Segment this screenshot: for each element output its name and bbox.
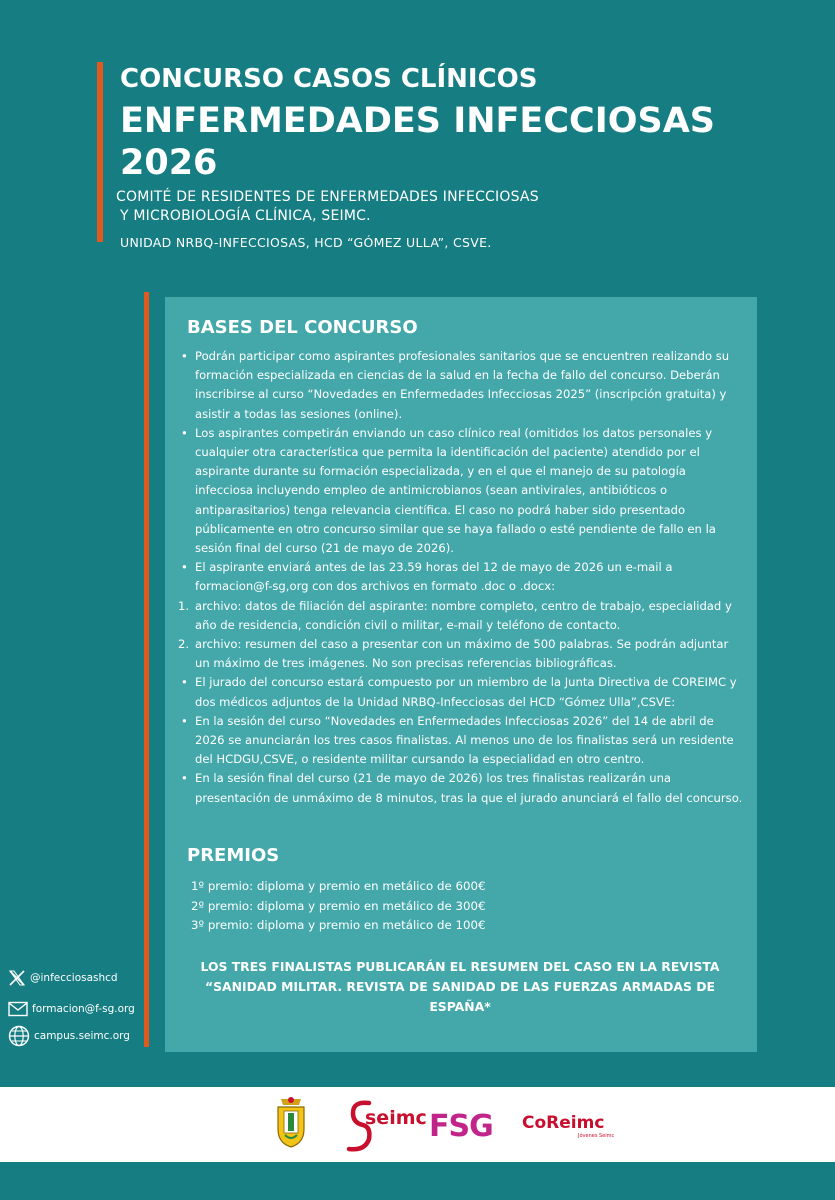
rule-item — [173, 597, 743, 635]
rule-item — [173, 673, 743, 711]
bullet-marker: • — [181, 675, 188, 690]
title-topic: ENFERMEDADES INFECCIOSAS 2026 — [120, 101, 715, 183]
committee-line-2: Y MICROBIOLOGÍA CLÍNICA, SEIMC. — [120, 208, 371, 224]
rule-item — [173, 558, 743, 596]
rule-text: Los aspirantes competirán enviando un caso clínico real (omitidos los datos personales y cualquier otra característica que permita la identificación del paciente) atendido por el aspirante durante su formación especializada, y en el que el manejo de su patología infecciosa incluyendo empleo de antimicrobianos (sean antivirales, antibióticos o antiparasitarios) tenga relevancia científica. El caso no podrá haber sido presentado públicamente en otro concurso similar que se haya fallado o esté pendiente de fallo en la sesión final del curso (21 de mayo de 2026). — [195, 425, 716, 556]
publication-notice: LOS TRES FINALISTAS PUBLICARÁN EL RESUMEN DEL CASO EN LA REVISTA “SANIDAD MILITAR. REVISTA DE SANIDAD DE LAS FUERZAS ARMADAS DE ESPAÑA* — [200, 959, 720, 1014]
coreimc-logo-subtext: Jóvenes Seimc — [578, 1133, 615, 1139]
x-handle: @infecciosashcd — [30, 972, 118, 984]
bullet-marker: • — [181, 771, 188, 786]
seimc-logo-text: seimc — [365, 1107, 427, 1129]
bullet-marker: • — [181, 713, 188, 728]
footer-logos — [0, 1087, 835, 1162]
contact-x[interactable] — [8, 967, 143, 989]
rule-item — [173, 712, 743, 770]
x-logo-icon — [8, 969, 26, 987]
rule-text: En la sesión final del curso (21 de mayo de 2026) los tres finalistas realizarán una presentación de unmáximo de 8 minutos, tras la que el jurado anunciará el fallo del concurso. — [195, 771, 743, 805]
bullet-marker: • — [181, 425, 188, 440]
rules-panel — [165, 297, 757, 1052]
number-marker: 1. — [178, 598, 190, 613]
rules-list — [173, 347, 743, 808]
accent-bar-side — [144, 292, 149, 1047]
prize-item: 2º premio: diploma y premio en metálico de 300€ — [191, 898, 486, 913]
rules-title: BASES DEL CONCURSO — [187, 317, 418, 338]
prize-item: 1º premio: diploma y premio en metálico de 600€ — [191, 879, 486, 893]
prizes-title: PREMIOS — [187, 845, 280, 866]
seimc-logo — [345, 1097, 427, 1155]
rule-text: El jurado del concurso estará compuesto por un miembro de la Junta Directiva de COREIMC y dos médicos adjuntos de la Unidad NRBQ-Infecciosas del HCD “Gómez Ulla”,CSVE: — [195, 675, 737, 709]
rule-item — [173, 769, 743, 807]
prize-item: 3º premio: diploma y premio en metálico de 100€ — [191, 918, 486, 932]
organizer-unit: UNIDAD NRBQ-INFECCIOSAS, HCD “GÓMEZ ULLA”, CSVE. — [120, 235, 492, 250]
rule-text: archivo: datos de filiación del aspirante: nombre completo, centro de trabajo, especialidad y año de residencia, condición civil o militar, e-mail y teléfono de contacto. — [195, 598, 732, 632]
prizes-list — [191, 877, 691, 936]
rule-item — [173, 424, 743, 558]
organizer-committee — [116, 188, 676, 226]
committee-line-1: COMITÉ DE RESIDENTES DE ENFERMEDADES INFECCIOSAS — [116, 189, 539, 205]
globe-icon — [8, 1025, 30, 1047]
rule-text: En la sesión del curso “Novedades en Enfermedades Infecciosas 2026” del 14 de abril de 2026 se anunciarán los tres casos finalistas. Al menos uno de los finalistas será un residente del HCDGU,CSVE, o residente militar cursando la especialidad en otro centro. — [195, 713, 734, 767]
bullet-marker: • — [181, 560, 188, 575]
email-address: formacion@f-sg.org — [32, 1003, 135, 1015]
website-url: campus.seimc.org — [34, 1030, 130, 1042]
mail-icon — [8, 1001, 28, 1017]
coat-of-arms-logo — [273, 1095, 309, 1149]
rule-text: Podrán participar como aspirantes profesionales sanitarios que se encuentren realizando su formación especializada en ciencias de la salud en la fecha de fallo del concurso. Deberán inscribirse al curso “Novedades en Enfermedades Infecciosas 2025” (inscripción gratuita) y asistir a todas las sesiones (online). — [195, 349, 730, 421]
accent-bar-top — [97, 62, 103, 242]
title-contest: CONCURSO CASOS CLÍNICOS — [120, 64, 538, 94]
fsg-logo — [429, 1109, 497, 1149]
coreimc-logo-text: CoReimc — [522, 1113, 605, 1133]
rule-text: El aspirante enviará antes de las 23.59 horas del 12 de mayo de 2026 un e-mail a formacion@f-sg,org con dos archivos en formato .doc o .docx: — [195, 560, 673, 594]
rule-item — [173, 635, 743, 673]
contact-website[interactable] — [8, 1025, 143, 1047]
contact-email[interactable] — [8, 998, 143, 1020]
rule-item — [173, 347, 743, 424]
number-marker: 2. — [178, 637, 190, 652]
fsg-logo-text: FSG — [429, 1109, 493, 1144]
bullet-marker: • — [181, 349, 188, 363]
rule-text: archivo: resumen del caso a presentar con un máximo de 500 palabras. Se podrán adjuntar un máximo de tres imágenes. No son precisas referencias bibliográficas. — [195, 637, 729, 671]
coreimc-logo — [522, 1113, 622, 1153]
